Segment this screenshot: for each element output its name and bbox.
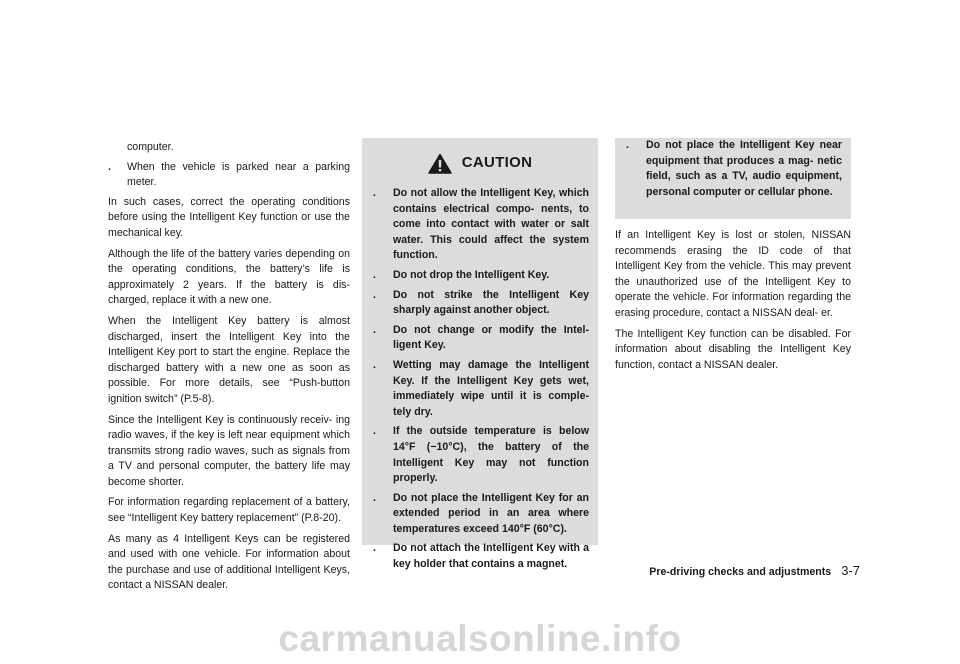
bullet-marker: .: [373, 542, 376, 555]
caution-item-text: Do not allow the Intelligent Key, which contains electrical compo- nents, to come into contact with water or salt water. This could affect the system function.: [393, 187, 589, 262]
right-column: [615, 228, 851, 378]
watermark: carmanualsonline.info: [278, 618, 682, 659]
paragraph-function-disabled: The Intelligent Key function can be disabled. For information about disabling the Intelligent Key function, contact a NISSAN dealer.: [615, 327, 851, 371]
page-footer: [620, 562, 860, 580]
warning-triangle-icon: [428, 153, 452, 174]
paragraph-registered-keys: As many as 4 Intelligent Keys can be registered and used with one vehicle. For information about the purchase and use of additional Intelligent Keys, contact a NISSAN dealer.: [108, 532, 350, 592]
caution-item-text: Do not place the Intelligent Key for an extended period in an area where temperatures exceed 140°F (60°C).: [393, 491, 589, 535]
caution-item-text: Do not change or modify the Intel- ligent Key.: [393, 323, 589, 352]
page-number: 3-7: [841, 563, 860, 578]
caution-item: [371, 186, 589, 264]
paragraph-such-cases: In such cases, correct the operating conditions before using the Intelligent Key function or use the mechanical key.: [108, 195, 350, 239]
caution-item-text: Do not attach the Intelligent Key with a key holder that contains a magnet.: [393, 542, 589, 571]
caution-box: [362, 138, 598, 571]
caution-item: [371, 288, 589, 319]
caution-item: [371, 424, 589, 486]
left-column: [108, 140, 350, 599]
caution-item: [371, 491, 589, 538]
bullet-marker: .: [373, 358, 376, 371]
bullet-marker: .: [373, 323, 376, 336]
caution-item: [371, 323, 589, 354]
paragraph-almost-discharged: When the Intelligent Key battery is almost discharged, insert the Intelligent Key into the Intelligent Key port to start the engine. Replace the discharged battery with a new one as soon as possible. For more details, see “Push-button ignition switch” (P.5-8).: [108, 314, 350, 405]
bullet-continuation: computer.: [127, 141, 174, 153]
bullet-marker: .: [626, 139, 629, 151]
bullet-marker: .: [108, 160, 111, 173]
caution-item: [624, 138, 842, 200]
caution-item-text: Wetting may damage the Intelligent Key. If the Intelligent Key gets wet, immediately wipe until it is comple- tely dry.: [393, 358, 589, 418]
caution-continuation-box: [615, 138, 851, 219]
caution-title: CAUTION: [461, 154, 533, 172]
bullet-marker: .: [373, 288, 376, 301]
caution-item-text: If the outside temperature is below 14°F (−10°C), the battery of the Intelligent Key may not function properly.: [393, 425, 589, 485]
paragraph-battery-life: Although the life of the battery varies depending on the operating conditions, the battery’s life is approximately 2 years. If the battery is dis- charged, replace it with a new one.: [108, 247, 350, 307]
bullet-text: When the vehicle is parked near a parking meter.: [127, 160, 350, 189]
paragraph-replacement-info: For information regarding replacement of a battery, see “Intelligent Key battery replacement” (P.8-20).: [108, 496, 350, 525]
caution-item-text: Do not strike the Intelligent Key sharply against another object.: [393, 288, 589, 317]
bullet-marker: .: [373, 268, 376, 281]
bullet-marker: .: [373, 187, 376, 199]
caution-item: [371, 358, 589, 420]
caution-item: [371, 541, 589, 572]
paragraph-lost-stolen: If an Intelligent Key is lost or stolen, NISSAN recommends erasing the ID code of that Intelligent Key from the vehicle. This may prevent the unauthorized use of the Intelligent Key to operate the vehicle. For information regarding the erasing procedure, contact a NISSAN deal- er.: [615, 229, 851, 319]
section-title: Pre-driving checks and adjustments: [649, 566, 832, 578]
caution-item-text: Do not drop the Intelligent Key.: [393, 268, 550, 281]
bullet-marker: .: [373, 491, 376, 504]
bullet-marker: .: [373, 425, 376, 438]
caution-item: [371, 268, 589, 284]
caution-header: [371, 148, 589, 178]
bullet-parking-meter: [108, 160, 350, 191]
caution-item-text: Do not place the Intelligent Key near equipment that produces a mag- netic field, such as a TV, audio equipment, personal computer or cellular phone.: [646, 139, 842, 198]
paragraph-radio-waves: Since the Intelligent Key is continuously receiv- ing radio waves, if the key is left near equipment which transmits strong radio waves, such as signals from a TV and personal computer, the battery life may become shorter.: [108, 413, 350, 488]
